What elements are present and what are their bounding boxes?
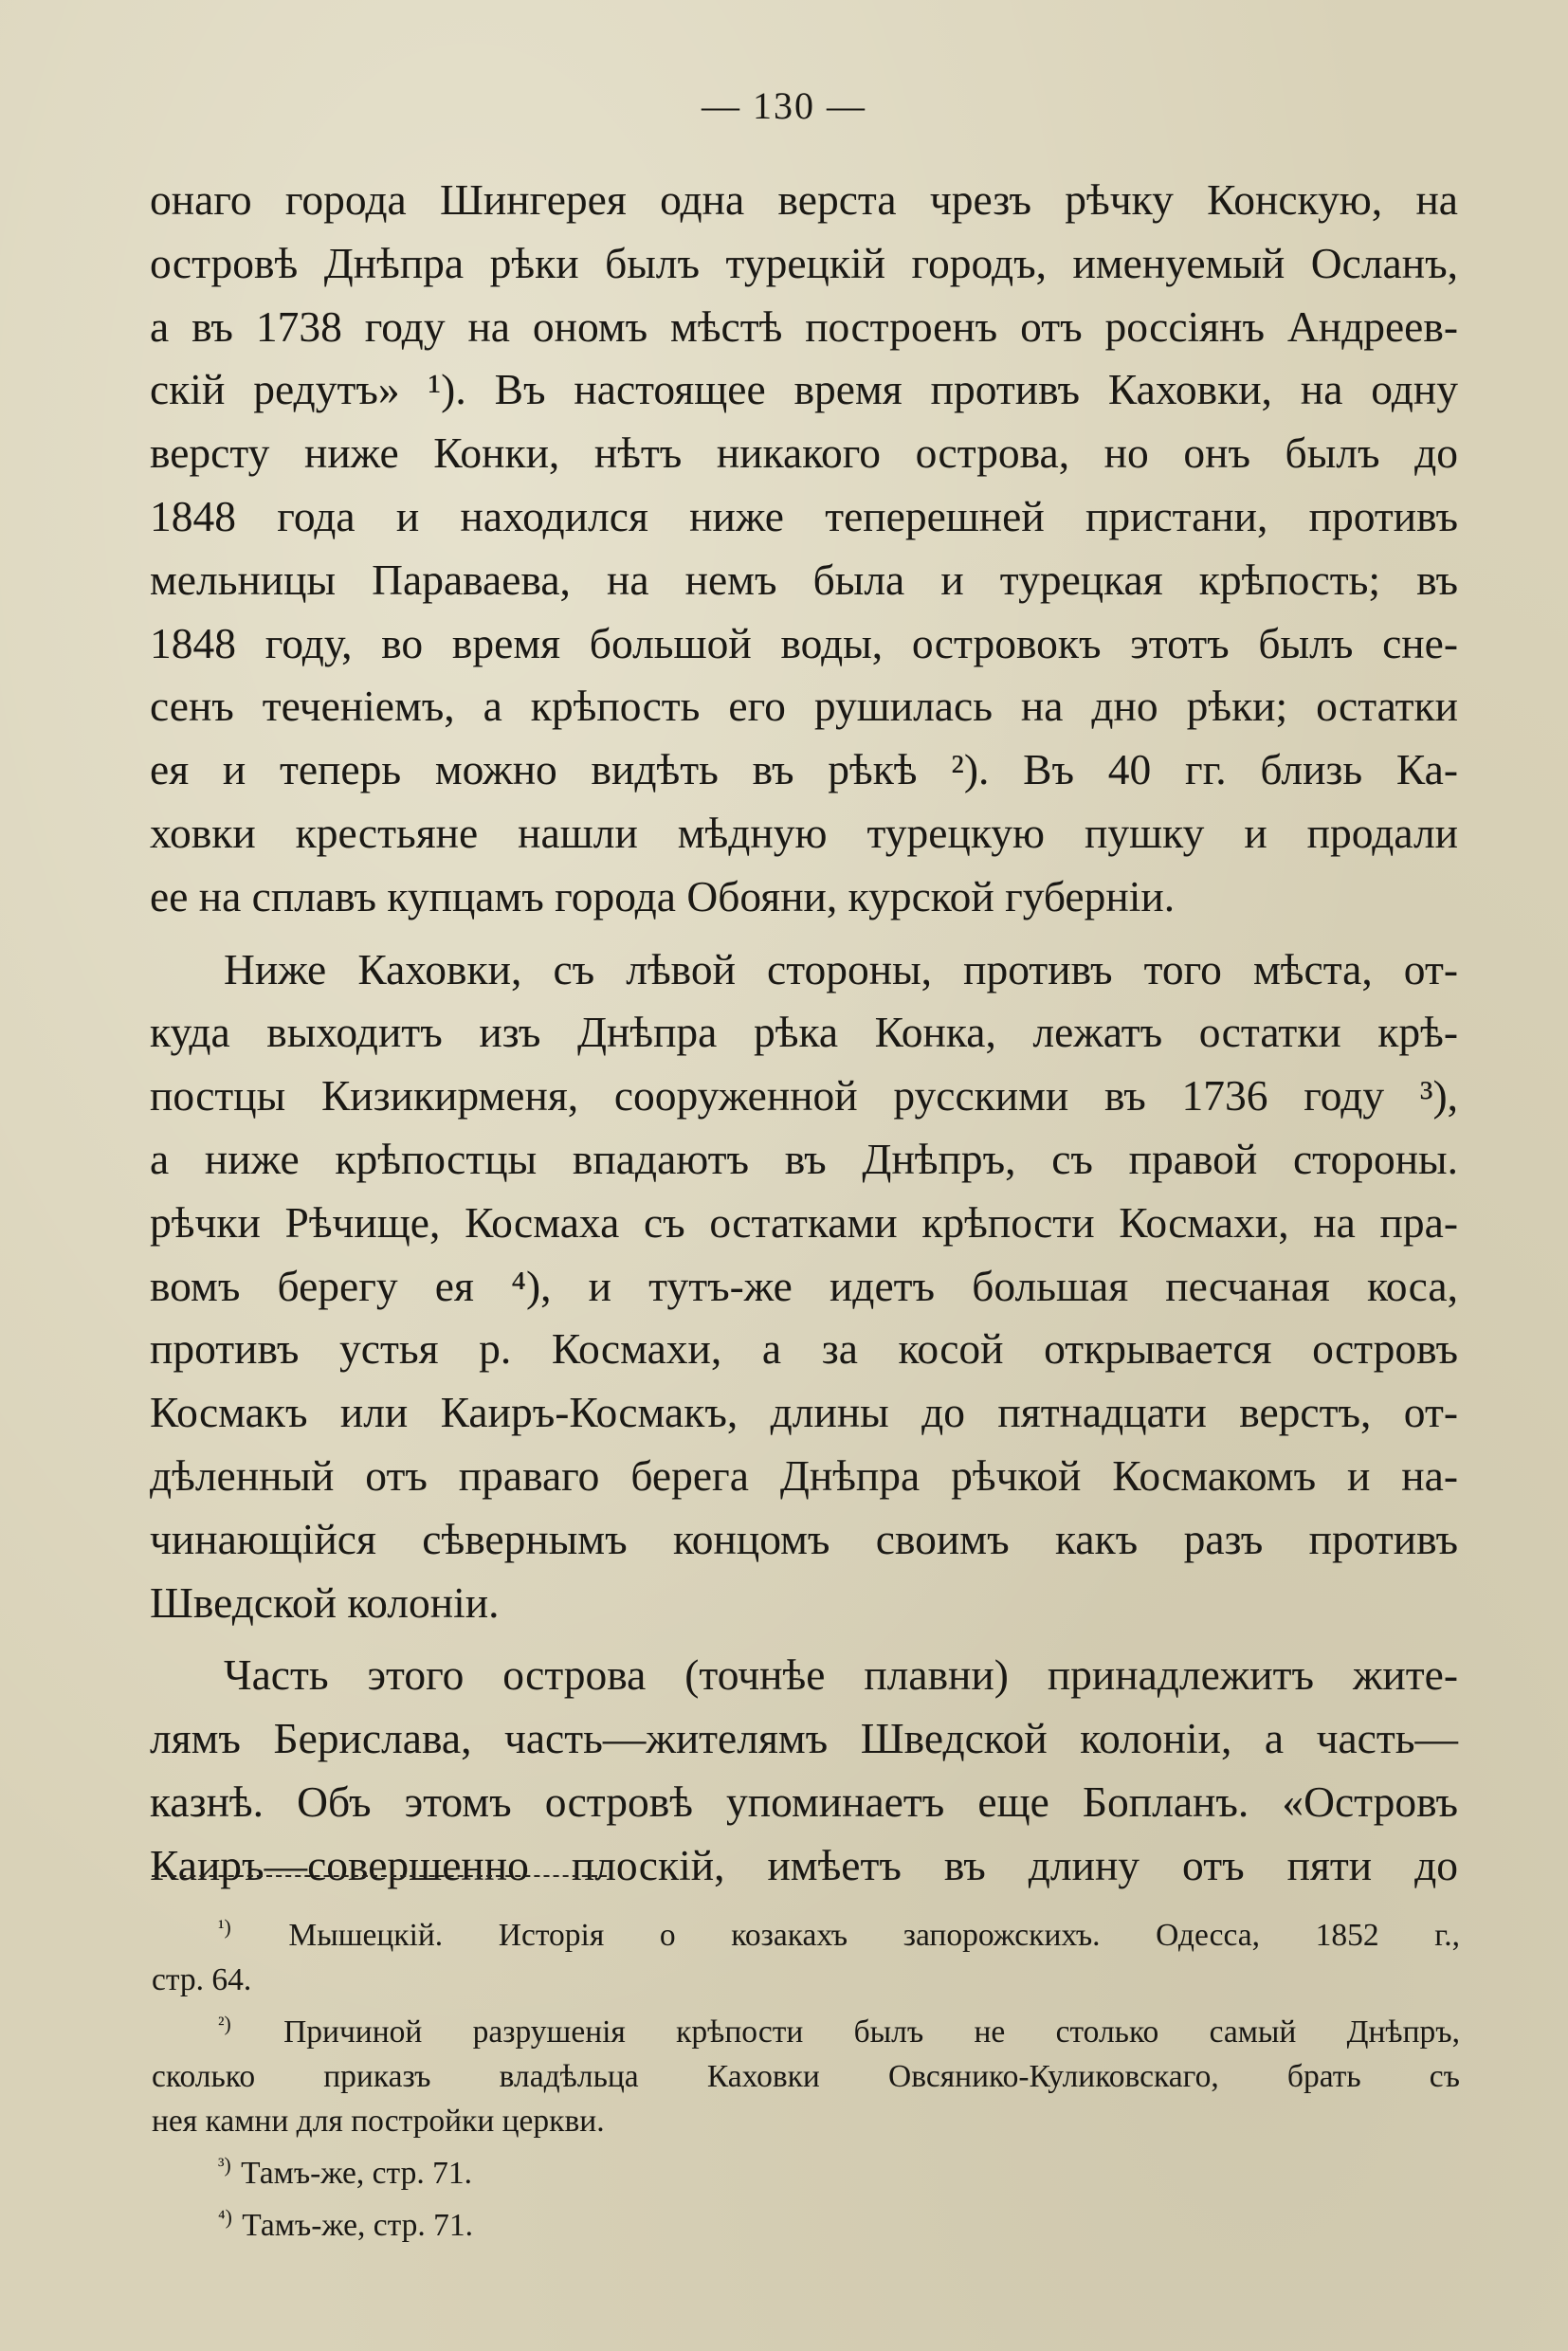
paragraph-1 [150,169,1458,929]
footnote-2 [152,2002,1460,2143]
footnote-text: Мышецкій. Исторія о козакахъ запорожскихъ. Одесса, 1852 г., [288,1917,1461,1953]
text-line: ея и теперь можно видѣть въ рѣкѣ ²). Въ 40 гг. близь Ка- [150,745,1458,794]
footnote-mark: ⁴) [218,2205,232,2229]
footnote-text: Тамъ-же, стр. 71. [241,2155,472,2191]
text-line: Шведской колоніи. [150,1577,500,1627]
footnote-line [152,1905,1460,1958]
text-line: островѣ Днѣпра рѣки былъ турецкій городъ, именуемый Осланъ, [150,238,1458,287]
text-line: чинающійся сѣвернымъ концомъ своимъ какъ разъ противъ [150,1514,1458,1563]
text-line: рѣчки Рѣчище, Космаха съ остатками крѣпости Космахи, на пра- [150,1197,1458,1247]
text-line: версту ниже Конки, нѣтъ никакого острова, но онъ былъ до [150,428,1458,478]
text-line: куда выходитъ изъ Днѣпра рѣка Конка, лежатъ остатки крѣ- [150,1008,1458,1057]
footnote-text: Причиной разрушенія крѣпости былъ не столько самый Днѣпръ, [283,2014,1460,2050]
text-line: казнѣ. Объ этомъ островѣ упоминаетъ еще Бопланъ. «Островъ [150,1777,1458,1826]
text-line: ее на сплавъ купцамъ города Обояни, курской губерніи. [150,871,1176,920]
page-number: — 130 — [702,84,866,127]
footnote-line [152,2002,1460,2054]
paragraph-2 [150,939,1458,1635]
text-line: дѣленный отъ праваго берега Днѣпра рѣчкой Космакомъ и на- [150,1450,1458,1500]
footnotes [152,1905,1460,2248]
text-line: 1848 году, во время большой воды, островокъ этотъ былъ сне- [150,618,1458,667]
text-line: мельницы Параваева, на немъ была и турецкая крѣпость; въ [150,555,1458,604]
text-line: сенъ теченіемъ, а крѣпость его рушилась на дно рѣки; остатки [150,682,1458,731]
footnote-line: сколько приказъ владѣльца Каховки Овсянико-Куликовскаго, брать съ [152,2058,1460,2094]
text-line: противъ устья р. Космахи, а за косой открывается островъ [150,1324,1458,1374]
text-line: а въ 1738 году на ономъ мѣстѣ построенъ отъ россіянъ Андреев- [150,301,1458,351]
footnote-divider [152,1875,607,1877]
paragraph-3 [150,1644,1458,1897]
footnote-mark: ²) [218,2012,231,2035]
text-line: постцы Кизикирменя, сооруженной русскими въ 1736 году ³), [150,1071,1458,1121]
text-line: вомъ берегу ея ⁴), и тутъ-же идетъ большая песчаная коса, [150,1261,1458,1310]
footnote-3 [152,2143,1460,2196]
footnote-4 [152,2196,1460,2248]
body-text [150,169,1458,1898]
text-line: онаго города Шингерея одна верста чрезъ рѣчку Конскую, на [150,175,1458,224]
footnote-1 [152,1905,1460,2002]
footnote-mark: ³) [218,2153,231,2177]
text-line: Ниже Каховки, съ лѣвой стороны, противъ того мѣста, от- [224,944,1458,993]
text-line: Космакъ или Каиръ-Космакъ, длины до пятнадцати верстъ, от- [150,1388,1458,1437]
text-line: а ниже крѣпостцы впадаютъ въ Днѣпръ, съ правой стороны. [150,1134,1458,1183]
text-line: лямъ Берислава, часть—жителямъ Шведской колоніи, а часть— [150,1714,1458,1763]
footnote-mark: ¹) [218,1916,231,1939]
text-line: 1848 года и находился ниже теперешней пристани, противъ [150,491,1458,540]
text-line: ховки крестьяне нашли мѣдную турецкую пушку и продали [150,808,1458,857]
text-line: скій редутъ» ¹). Въ настоящее время противъ Каховки, на одну [150,365,1458,414]
text-line: Часть этого острова (точнѣе плавни) принадлежитъ жите- [224,1650,1458,1700]
footnote-line [152,2196,1460,2248]
text-line: Каиръ—совершенно плоскій, имѣетъ въ длину отъ пяти до [150,1840,1458,1889]
footnote-line: стр. 64. [152,1961,252,1997]
footnote-text: Тамъ-же, стр. 71. [242,2207,474,2243]
footnote-line: нея камни для постройки церкви. [152,2103,605,2139]
footnote-line [152,2143,1460,2196]
